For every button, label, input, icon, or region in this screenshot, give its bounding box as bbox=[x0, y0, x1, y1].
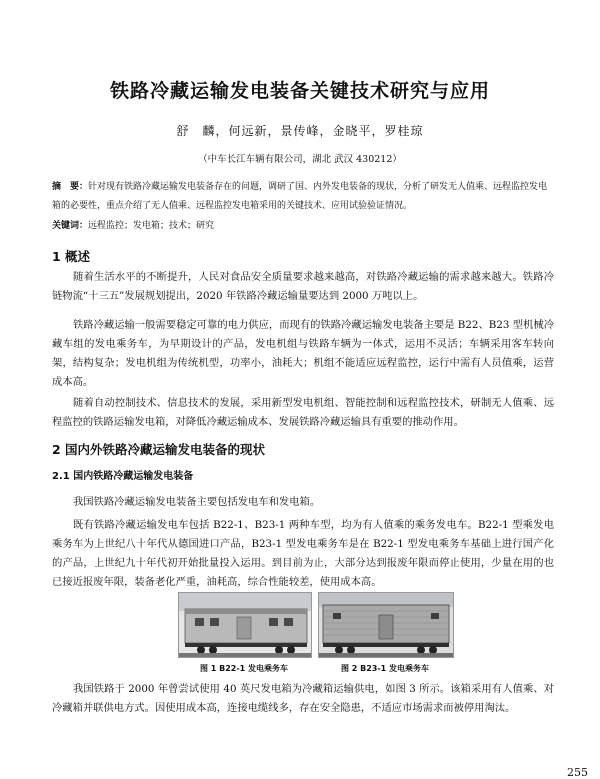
section-1-paragraph-2: 铁路冷藏运输一般需要稳定可靠的电力供应，而现有的铁路冷藏运输发电装备主要是 B22、B23 型机械冷藏车组的发电乘务车，为早期设计的产品，发电机组与铁路车辆为一体式，运用不灵活；车辆采用客车转向架，结构复杂；发电机组为传统机型，功率小，油耗大；机组不能适应远程监控，运行中需有人员值乘，运营成本高。 bbox=[52, 319, 554, 388]
section-2-1-paragraph-2: 既有铁路冷藏运输发电车包括 B22-1、B23-1 两种车型，均为有人值乘的乘务发电车。B22-1 型乘发电乘务车为上世纪八十年代从德国进口产品，B23-1 型发电乘务车是在 B22-1 型发电乘务车基础上进行国产化的产品，上世纪九十年代初开始批量投入运用。到目前为止，大部分达到报废年限而停止使用，少量在用的也已接近报废年限，装备老化严重，油耗高，综合性能较差，使用成本高。 bbox=[52, 519, 554, 588]
abstract-text: 针对现有铁路冷藏运输发电装备存在的问题，调研了国、内外发电装备的现状，分析了研发无人值乘、远程监控发电箱的必要性，重点介绍了无人值乘、远程监控发电箱采用的关键技术、应用试验验证情况。 bbox=[52, 182, 548, 211]
keywords bbox=[52, 218, 554, 234]
author-list: 舒 麟，何远新，景传峰，金晓平，罗桂琼 bbox=[176, 124, 424, 138]
keywords-label: 关键词： bbox=[52, 221, 89, 231]
page-number: 255 bbox=[567, 766, 588, 779]
affiliation: （中车长江车辆有限公司，湖北 武汉 430212） bbox=[198, 154, 402, 165]
railcar-b22-illustration bbox=[179, 593, 311, 657]
figure-1-image bbox=[178, 592, 312, 658]
abstract-label: 摘 要： bbox=[52, 182, 89, 192]
figure-2-caption: 图 2 B23-1 发电乘务车 bbox=[340, 664, 430, 673]
figure-2-image bbox=[318, 592, 454, 658]
keywords-text: 远程监控；发电箱；技术；研究 bbox=[88, 221, 215, 231]
section-2-1-heading: 2.1 国内铁路冷藏运输发电装备 bbox=[52, 471, 194, 482]
section-1-heading: 1 概述 bbox=[52, 249, 91, 264]
railcar-b23-illustration bbox=[319, 593, 453, 657]
section-2-1-paragraph-1: 我国铁路冷藏运输发电装备主要包括发电车和发电箱。 bbox=[73, 496, 321, 508]
abstract bbox=[52, 178, 554, 216]
paper-title: 铁路冷藏运输发电装备关键技术研究与应用 bbox=[109, 80, 490, 102]
section-1-paragraph-3: 随着自动控制技术、信息技术的发展，采用新型发电机组、智能控制和远程监控技术，研制无人值乘、远程监控的铁路运输发电箱，对降低冷藏运输成本、发展铁路冷藏运输具有重要的推动作用。 bbox=[52, 397, 554, 428]
section-2-1-paragraph-3: 我国铁路于 2000 年曾尝试使用 40 英尺发电箱为冷藏箱运输供电，如图 3 所示。该箱采用有人值乘、对冷藏箱并联供电方式。因使用成本高，连接电缆线多，存在安全隐患，不适应市场需求而被停用淘汰。 bbox=[52, 683, 554, 714]
section-2-heading: 2 国内外铁路冷藏运输发电装备的现状 bbox=[52, 442, 266, 457]
figure-1-caption: 图 1 B22-1 发电乘务车 bbox=[199, 664, 289, 673]
section-1-paragraph-1: 随着生活水平的不断提升，人民对食品安全质量要求越来越高，对铁路冷藏运输的需求越来越大。铁路冷链物流“十三五”发展规划提出，2020 年铁路冷藏运输量要达到 2000 万吨以上。 bbox=[52, 271, 554, 302]
